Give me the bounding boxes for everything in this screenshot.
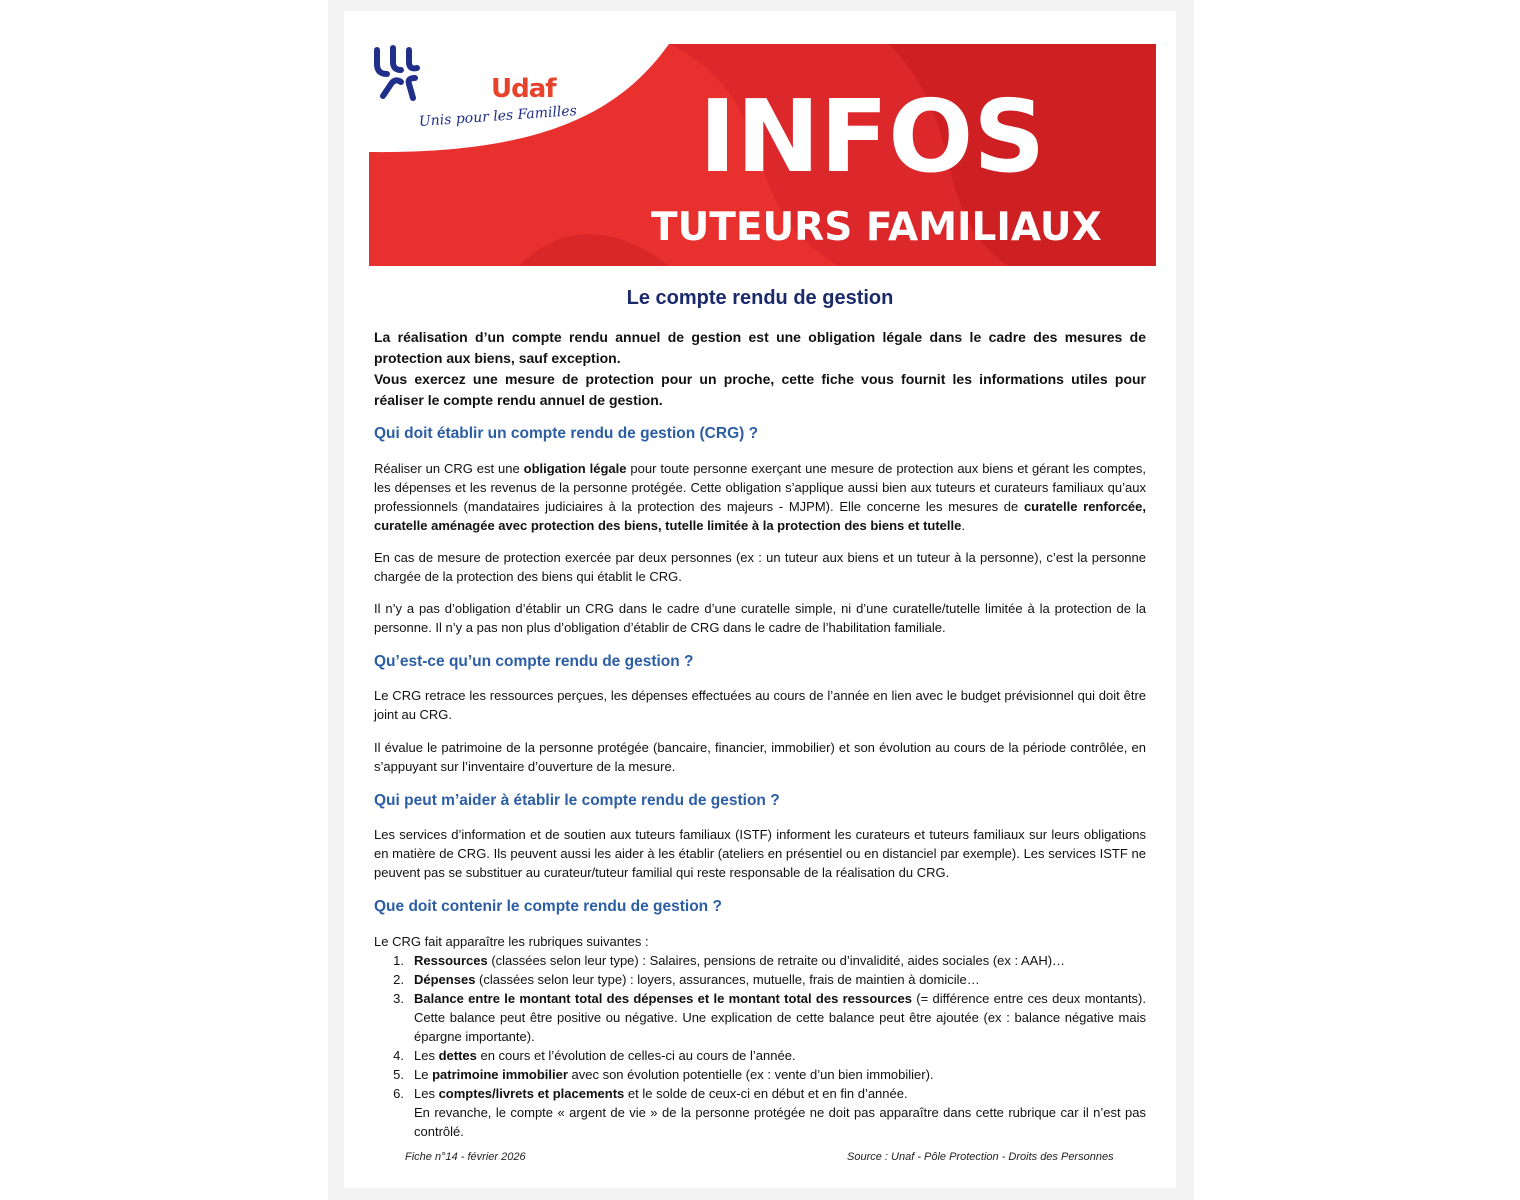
- document-page: [344, 11, 1176, 1188]
- list-lead: Le CRG fait apparaître les rubriques suivantes :: [374, 934, 649, 949]
- list-item: 5. Le patrimoine immobilier avec son évolution potentielle (ex : vente d’un bien immobilier).: [393, 1067, 934, 1082]
- list-item: 2. Dépenses (classées selon leur type) : loyers, assurances, mutuelle, frais de maintien à domicile…: [393, 972, 980, 987]
- list-item: 3. Balance entre le montant total des dépenses et le montant total des ressources (= différence entre ces deux montants). Cette balance peut être positive ou négative. Une explication de cette balance peut être ajoutée (ex : balance négative mais épargne importante).: [393, 991, 1147, 1044]
- intro-line: Vous exercez une mesure de protection pour un proche, cette fiche vous fournit les informations utiles pour réaliser le compte rendu annuel de gestion.: [374, 371, 1146, 408]
- section-heading: Qui peut m’aider à établir le compte rendu de gestion ?: [374, 792, 780, 809]
- paragraph: En cas de mesure de protection exercée par deux personnes (ex : un tuteur aux biens et un tuteur à la personne), c’est la personne chargée de la protection des biens qui établit le CRG.: [374, 550, 1146, 584]
- banner-title: INFOS: [699, 78, 1046, 195]
- header-banner: [369, 44, 1156, 266]
- logo-tagline: Unis pour les Familles: [418, 102, 578, 130]
- logo-wordmark: Udaf: [491, 74, 556, 104]
- paragraph: Il n’y a pas d’obligation d’établir un CRG dans le cadre d’une curatelle simple, ni d’une curatelle/tutelle limitée à la protection de la personne. Il n’y a pas non plus d’obligation d’établir de CRG dans le cadre de l’habilitation familiale.: [374, 601, 1146, 635]
- section-heading: Qui doit établir un compte rendu de gestion (CRG) ?: [374, 425, 759, 442]
- paragraph: Réaliser un CRG est une obligation légale pour toute personne exerçant une mesure de protection aux biens et gérant les comptes, les dépenses et les revenus de la personne protégée. Cette obligation s’applique aussi bien aux tuteurs et curateurs familiaux qu’aux professionnels (mandataires judiciaires à la protection des majeurs - MJPM). Elle concerne les mesures de curatelle renforcée, curatelle aménagée avec protection des biens, tutelle limitée à la protection des biens et tutelle.: [374, 461, 1146, 533]
- intro-line: La réalisation d’un compte rendu annuel de gestion est une obligation légale dans le cadre des mesures de protection aux biens, sauf exception.: [374, 329, 1146, 366]
- footer-source: Source : Unaf - Pôle Protection - Droits des Personnes: [847, 1151, 1114, 1163]
- list-note: En revanche, le compte « argent de vie » de la personne protégée ne doit pas apparaître dans cette rubrique car il n’est pas contrôlé.: [414, 1105, 1146, 1139]
- paragraph: Il évalue le patrimoine de la personne protégée (bancaire, financier, immobilier) et son évolution au cours de la période contrôlée, en s’appuyant sur l’inventaire d’ouverture de la mesure.: [374, 740, 1146, 774]
- paragraph: Le CRG retrace les ressources perçues, les dépenses effectuées au cours de l’année en lien avec le budget prévisionnel qui doit être joint au CRG.: [374, 688, 1146, 722]
- intro-text: [374, 327, 1146, 411]
- list-item: 4. Les dettes en cours et l’évolution de celles-ci au cours de l’année.: [393, 1048, 796, 1063]
- paragraph: Les services d’information et de soutien aux tuteurs familiaux (ISTF) informent les curateurs et tuteurs familiaux sur leurs obligations en matière de CRG. Ils peuvent aussi les aider à les établir (ateliers en présentiel ou en distanciel par exemple). Les services ISTF ne peuvent pas se substituer au curateur/tuteur familial qui reste responsable de la réalisation du CRG.: [374, 827, 1146, 880]
- banner-subtitle: TUTEURS FAMILIAUX: [651, 205, 1102, 250]
- list-item: 1. Ressources (classées selon leur type) : Salaires, pensions de retraite ou d’invalidité, aides sociales (ex : AAH)…: [393, 953, 1066, 968]
- section-heading: Qu’est-ce qu’un compte rendu de gestion ?: [374, 653, 694, 670]
- content-list: [374, 932, 1146, 1141]
- list-item: 6. Les comptes/livrets et placements et le solde de ceux-ci en début et en fin d’année.: [393, 1086, 908, 1101]
- udaf-logo-icon: [369, 44, 439, 106]
- footer-sheet-number: Fiche n°14 - février 2026: [405, 1151, 526, 1163]
- section-heading: Que doit contenir le compte rendu de gestion ?: [374, 898, 722, 915]
- document-title: Le compte rendu de gestion: [626, 287, 894, 309]
